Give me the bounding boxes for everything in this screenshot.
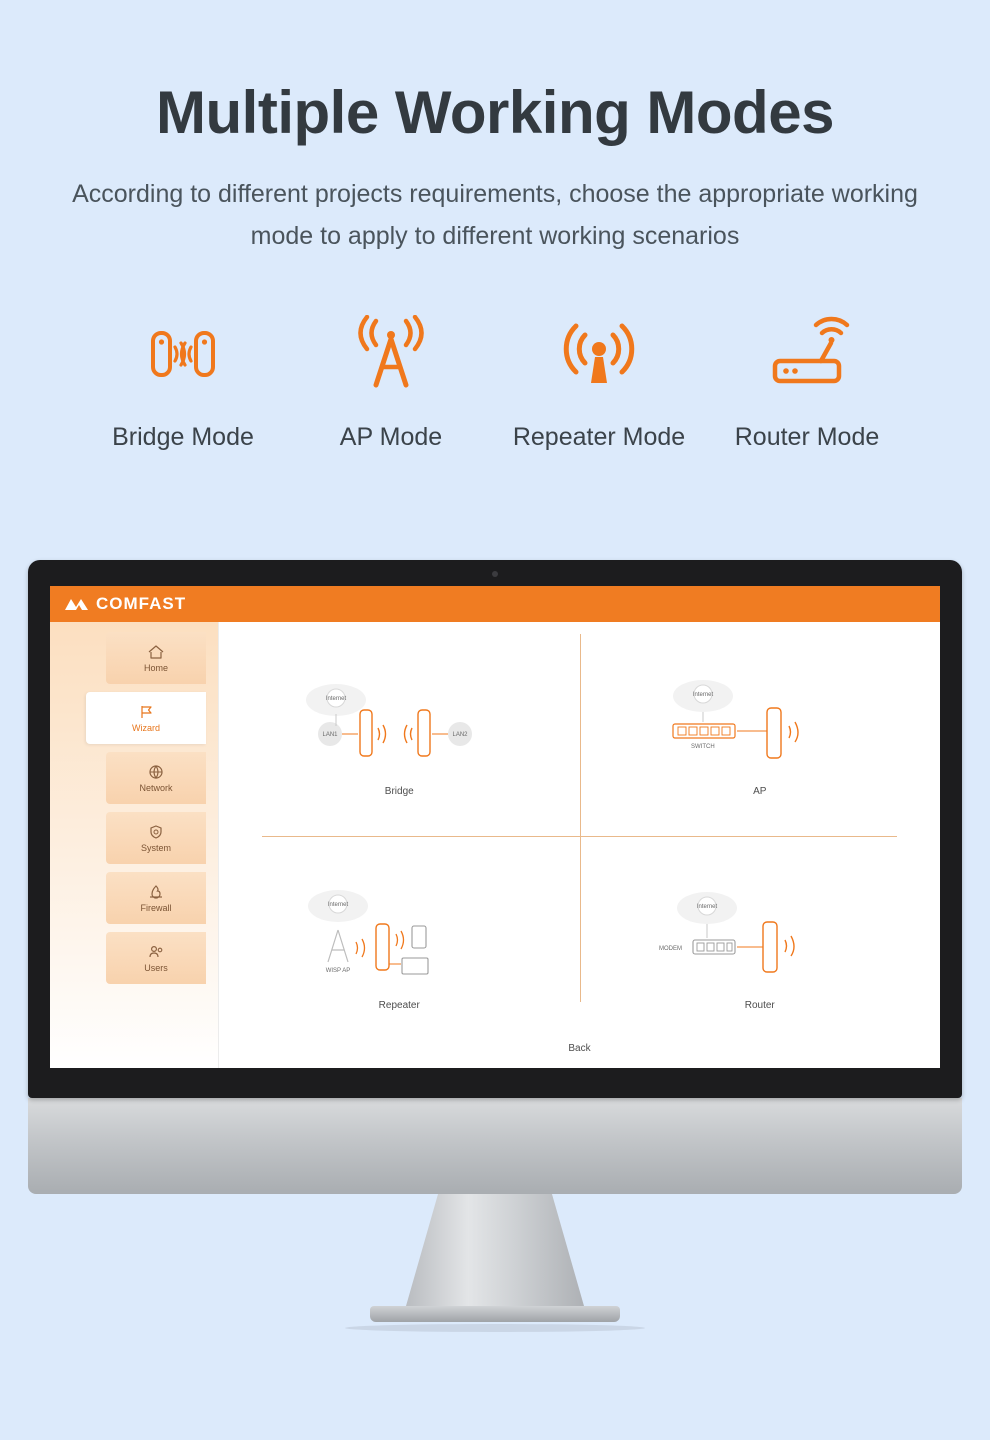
brand-logo xyxy=(64,594,186,614)
svg-text:LAN1: LAN1 xyxy=(322,731,338,738)
mode-ap xyxy=(287,305,495,452)
mode-label: Bridge Mode xyxy=(112,423,254,451)
monitor-chin xyxy=(28,1098,962,1194)
users-icon xyxy=(147,944,165,960)
sidebar-item-label: Firewall xyxy=(140,902,172,913)
grid-divider-horizontal xyxy=(262,836,897,837)
svg-text:Internet: Internet xyxy=(328,902,349,909)
svg-text:LAN2: LAN2 xyxy=(452,731,468,738)
diagram-label: Router xyxy=(744,1000,775,1012)
monitor-base-shadow xyxy=(345,1324,645,1332)
mode-bridge xyxy=(79,305,287,452)
network-globe-icon xyxy=(147,764,165,780)
svg-text:MODEM: MODEM xyxy=(658,946,682,953)
mode-router xyxy=(703,305,911,452)
page-subtitle: According to different projects requirements, choose the appropriate working mode to apply to different working scenarios xyxy=(72,180,918,250)
sidebar-item-label: Network xyxy=(139,782,173,793)
monitor-base xyxy=(370,1306,620,1322)
comfast-mark-icon xyxy=(64,596,90,612)
sidebar-item-label: System xyxy=(140,842,171,853)
brand-name: COMFAST xyxy=(96,594,187,613)
sidebar xyxy=(50,622,218,1068)
wizard-flag-icon xyxy=(137,704,155,720)
system-shield-icon xyxy=(147,824,165,840)
app-header xyxy=(50,586,940,622)
wizard-content xyxy=(218,622,940,1068)
sidebar-item-label: Users xyxy=(144,962,168,973)
diagram-repeater[interactable] xyxy=(219,845,580,1050)
sidebar-item-firewall[interactable] xyxy=(106,872,206,924)
sidebar-item-label: Wizard xyxy=(131,722,160,733)
diagram-label: Bridge xyxy=(384,785,414,797)
app-body xyxy=(50,622,940,1068)
monitor-mockup xyxy=(28,560,962,1332)
sidebar-item-label: Home xyxy=(143,662,168,673)
sidebar-item-system[interactable] xyxy=(106,812,206,864)
router-device-icon xyxy=(703,305,911,401)
webcam-dot xyxy=(492,571,498,577)
home-icon xyxy=(147,644,165,660)
back-button[interactable]: Back xyxy=(568,1043,591,1054)
bridge-antennas-icon xyxy=(79,305,287,401)
svg-text:SWITCH: SWITCH xyxy=(690,743,715,750)
repeater-signal-icon xyxy=(495,305,703,401)
firewall-icon xyxy=(147,884,165,900)
router-admin-screen xyxy=(50,586,940,1068)
diagram-bridge[interactable] xyxy=(219,631,580,836)
mode-label: Router Mode xyxy=(734,423,880,451)
page-title: Multiple Working Modes xyxy=(156,79,834,146)
diagram-label: AP xyxy=(753,785,767,797)
svg-text:Internet: Internet xyxy=(696,904,717,911)
mode-label: Repeater Mode xyxy=(512,423,686,451)
svg-text:WISP AP: WISP AP xyxy=(325,968,351,975)
monitor-bezel xyxy=(28,560,962,1098)
diagram-label: Repeater xyxy=(378,1000,420,1012)
sidebar-item-wizard[interactable] xyxy=(86,692,206,744)
diagram-router[interactable] xyxy=(580,845,941,1050)
svg-text:Internet: Internet xyxy=(326,695,347,702)
working-modes-row xyxy=(0,305,990,452)
sidebar-item-home[interactable] xyxy=(106,632,206,684)
svg-text:Internet: Internet xyxy=(692,691,713,698)
sidebar-item-users[interactable] xyxy=(106,932,206,984)
monitor-stand xyxy=(406,1194,584,1306)
ap-tower-icon xyxy=(287,305,495,401)
diagram-ap[interactable] xyxy=(580,631,941,836)
mode-diagram-grid xyxy=(219,622,940,1068)
mode-repeater xyxy=(495,305,703,452)
sidebar-item-network[interactable] xyxy=(106,752,206,804)
mode-label: AP Mode xyxy=(339,423,443,451)
